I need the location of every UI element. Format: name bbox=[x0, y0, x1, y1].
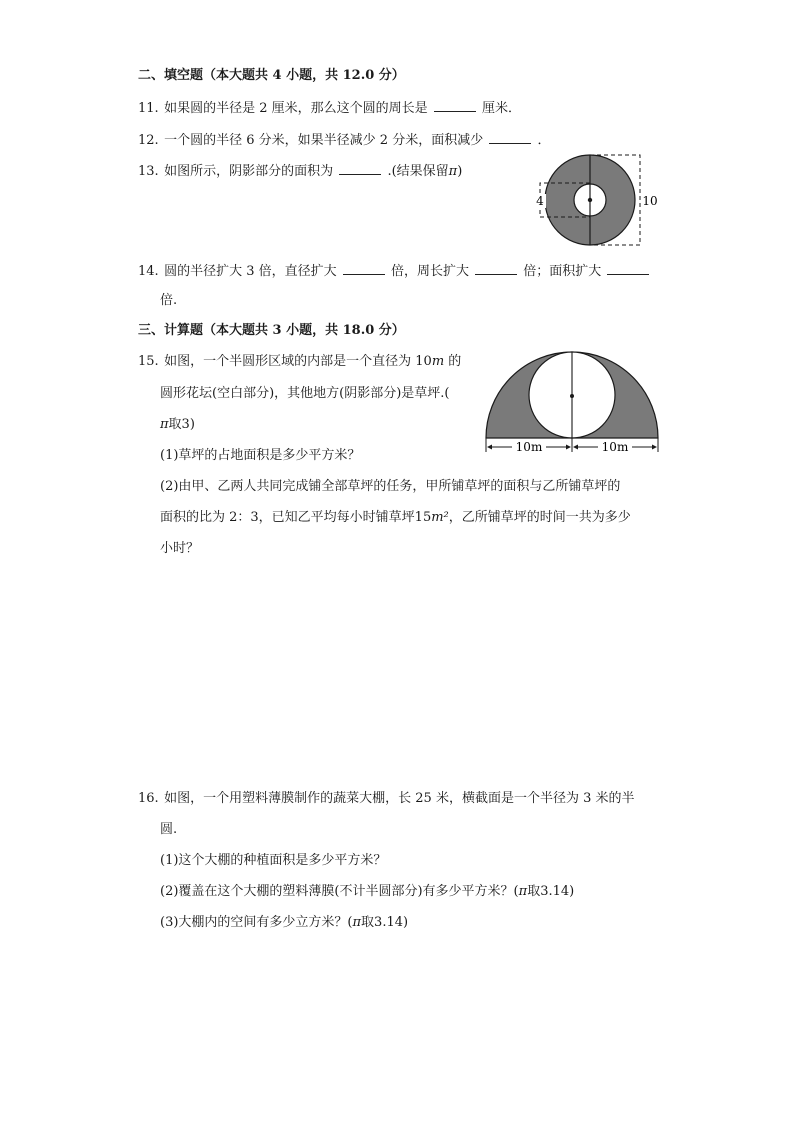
question-text: 倍，周长扩大 bbox=[390, 264, 469, 279]
question-text: 如图所示，阴影部分的面积为 bbox=[164, 164, 334, 179]
question-text: ． bbox=[537, 133, 551, 148]
question-text: 取3.14) bbox=[361, 915, 409, 930]
center-dot bbox=[570, 394, 574, 398]
question-text: 一个圆的半径 6 分米，如果半径减少 2 分米，面积减少 bbox=[164, 133, 484, 148]
question-12 bbox=[138, 130, 551, 150]
answer-blank[interactable] bbox=[343, 261, 385, 275]
answer-blank[interactable] bbox=[489, 130, 531, 144]
question-15-sub2-line1: (2)由甲、乙两人共同完成铺全部草坪的任务，甲所铺草坪的面积与乙所铺草坪的 bbox=[160, 479, 621, 494]
question-text: ，乙所铺草坪的时间一共为多少 bbox=[448, 510, 631, 525]
question-15-line1 bbox=[138, 353, 461, 371]
question-text: 圆的半径扩大 3 倍，直径扩大 bbox=[164, 264, 337, 279]
question-text: ) bbox=[457, 164, 463, 179]
question-15-sub2-line3: 小时？ bbox=[160, 541, 200, 556]
question-text: 如图，一个半圆形区域的内部是一个直径为 10 bbox=[164, 354, 432, 369]
question-text: 如图，一个用塑料薄膜制作的蔬菜大棚，长 25 米，横截面是一个半径为 3 米的半 bbox=[164, 791, 635, 806]
label-inner: 4 bbox=[536, 194, 544, 208]
pi-symbol: π bbox=[352, 915, 362, 930]
pi-symbol: π bbox=[448, 164, 458, 179]
label-right: 10m bbox=[601, 440, 629, 454]
question-text: 厘米． bbox=[481, 101, 521, 116]
q13-ring-figure bbox=[520, 150, 670, 254]
question-11 bbox=[138, 98, 521, 118]
question-16-line2: 圆. bbox=[160, 822, 178, 837]
question-15-line2: 圆形花坛(空白部分)，其他地方(阴影部分)是草坪.( bbox=[160, 386, 450, 401]
question-text: .(结果保留 bbox=[387, 164, 449, 179]
label-left: 10m bbox=[515, 440, 543, 454]
question-15-line3 bbox=[160, 416, 195, 434]
answer-blank[interactable] bbox=[607, 261, 649, 275]
question-16-sub2 bbox=[160, 883, 574, 901]
answer-blank[interactable] bbox=[339, 161, 381, 175]
question-16-sub3 bbox=[160, 914, 408, 932]
q15-semicircle-figure bbox=[482, 346, 662, 460]
question-text: 取3) bbox=[168, 417, 195, 432]
question-text: (2)覆盖在这个大棚的塑料薄膜(不计半圆部分)有多少平方米？( bbox=[160, 884, 519, 899]
question-number: 11. bbox=[138, 101, 159, 116]
question-text: 面积的比为 2：3，已知乙平均每小时铺草坪15 bbox=[160, 510, 432, 525]
section-3-heading: 三、计算题（本大题共 3 小题，共 18.0 分） bbox=[138, 323, 405, 338]
question-number: 13. bbox=[138, 164, 159, 179]
question-14-cont: 倍. bbox=[160, 293, 178, 308]
question-number: 15. bbox=[138, 354, 159, 369]
answer-blank[interactable] bbox=[434, 98, 476, 112]
question-text: 如果圆的半径是 2 厘米，那么这个圆的周长是 bbox=[164, 101, 428, 116]
section-2-heading: 二、填空题（本大题共 4 小题，共 12.0 分） bbox=[138, 68, 405, 83]
question-number: 12. bbox=[138, 133, 159, 148]
question-text: (3)大棚内的空间有多少立方米？( bbox=[160, 915, 353, 930]
label-outer: 10 bbox=[642, 194, 658, 208]
question-15-sub1: (1)草坪的占地面积是多少平方米？ bbox=[160, 448, 361, 463]
question-number: 14. bbox=[138, 264, 159, 279]
question-16-sub1: (1)这个大棚的种植面积是多少平方米？ bbox=[160, 853, 387, 868]
answer-blank[interactable] bbox=[475, 261, 517, 275]
question-13 bbox=[138, 161, 462, 181]
question-14 bbox=[138, 261, 651, 281]
unit: m² bbox=[431, 510, 449, 525]
question-text: 倍；面积扩大 bbox=[523, 264, 602, 279]
unit: m bbox=[431, 354, 445, 369]
question-15-sub2-line2 bbox=[160, 509, 631, 527]
question-text: 取3.14) bbox=[527, 884, 575, 899]
question-text: 的 bbox=[444, 354, 462, 369]
pi-symbol: π bbox=[518, 884, 528, 899]
center-dot bbox=[588, 198, 592, 202]
pi-symbol: π bbox=[160, 417, 169, 432]
question-16-line1 bbox=[138, 790, 634, 808]
question-number: 16. bbox=[138, 791, 159, 806]
